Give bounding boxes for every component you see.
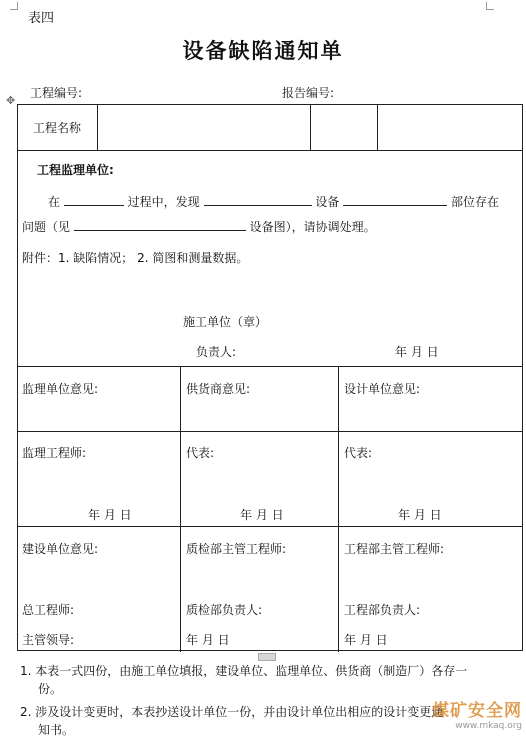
supervision-opinion-label: 监理单位意见: [22, 382, 99, 396]
note-1-line-1: 1. 本表一式四份，由施工单位填报，建设单位、监理单位、供货商（制造厂）各存一 [20, 664, 468, 678]
supervising-engineer-label: 监理工程师: [22, 446, 87, 460]
construction-unit-seal: 施工单位（章） [183, 315, 268, 329]
defect-line-1-part4: 部位存在 [451, 195, 500, 209]
drawing-blank[interactable] [74, 218, 246, 231]
row-divider [18, 150, 522, 151]
eng-dept-chief-engineer-label: 工程部主管工程师: [344, 542, 445, 556]
note-2-line-2: 知书。 [38, 723, 75, 737]
process-blank[interactable] [64, 193, 124, 206]
defect-line-2 [22, 218, 376, 235]
defect-line-1-part2: 过程中，发现 [127, 195, 200, 209]
col-divider [97, 105, 98, 150]
defect-line-1 [48, 193, 499, 210]
equipment-blank[interactable] [204, 193, 312, 206]
design-date: 年 月 日 [398, 508, 442, 522]
defect-line-2-part2: 设备图），请协调处理。 [249, 220, 376, 234]
supervision-unit-label: 工程监理单位: [37, 163, 114, 177]
defect-line-2-part1: 问题（见 [22, 220, 71, 234]
form-table [17, 104, 523, 651]
design-opinion-label: 设计单位意见: [344, 382, 421, 396]
chief-engineer-label: 总工程师: [22, 603, 75, 617]
watermark-logo-text: 煤矿安全网 [432, 701, 522, 721]
table-row-handle[interactable] [258, 653, 276, 661]
note-2-line-1: 2. 涉及设计变更时，本表抄送设计单位一份，并由设计单位出相应的设计变更通 [20, 705, 444, 719]
qc-date: 年 月 日 [186, 633, 230, 647]
project-name-label: 工程名称 [33, 121, 82, 135]
qc-chief-engineer-label: 质检部主管工程师: [186, 542, 287, 556]
col-divider [338, 366, 339, 652]
row-divider [18, 431, 522, 432]
responsible-person-label: 负责人: [196, 345, 237, 359]
eng-dept-head-label: 工程部负责人: [344, 603, 421, 617]
report-number-label: 报告编号: [282, 86, 335, 100]
supplier-representative-label: 代表: [186, 446, 215, 460]
site-watermark [432, 696, 522, 731]
row-divider [18, 366, 522, 367]
supplier-date: 年 月 日 [240, 508, 284, 522]
col-divider [310, 105, 311, 150]
attachment-text: 附件：1. 缺陷情况； 2. 简图和测量数据。 [22, 251, 249, 265]
main-date: 年 月 日 [395, 345, 439, 359]
col-divider [377, 105, 378, 150]
design-representative-label: 代表: [344, 446, 373, 460]
project-number-label: 工程编号: [30, 86, 83, 100]
owner-opinion-label: 建设单位意见: [22, 542, 99, 556]
table-move-handle-icon[interactable]: ✥ [6, 94, 16, 107]
location-blank[interactable] [343, 193, 447, 206]
page-title: 设备缺陷通知单 [182, 39, 344, 63]
supervision-date: 年 月 日 [88, 508, 132, 522]
eng-dept-date: 年 月 日 [344, 633, 388, 647]
margin-mark-top-right [486, 2, 494, 10]
supplier-opinion-label: 供货商意见: [186, 382, 251, 396]
defect-line-1-part3: 设备 [315, 195, 340, 209]
table-number: 表四 [28, 11, 55, 26]
watermark-url: www.mkaq.org [455, 721, 522, 731]
qc-head-label: 质检部负责人: [186, 603, 263, 617]
row-divider [18, 526, 522, 527]
defect-line-1-part1: 在 [48, 195, 61, 209]
leader-label: 主管领导: [22, 633, 75, 647]
col-divider [180, 366, 181, 652]
note-1-line-2: 份。 [38, 682, 63, 696]
margin-mark-top-left [10, 2, 18, 10]
